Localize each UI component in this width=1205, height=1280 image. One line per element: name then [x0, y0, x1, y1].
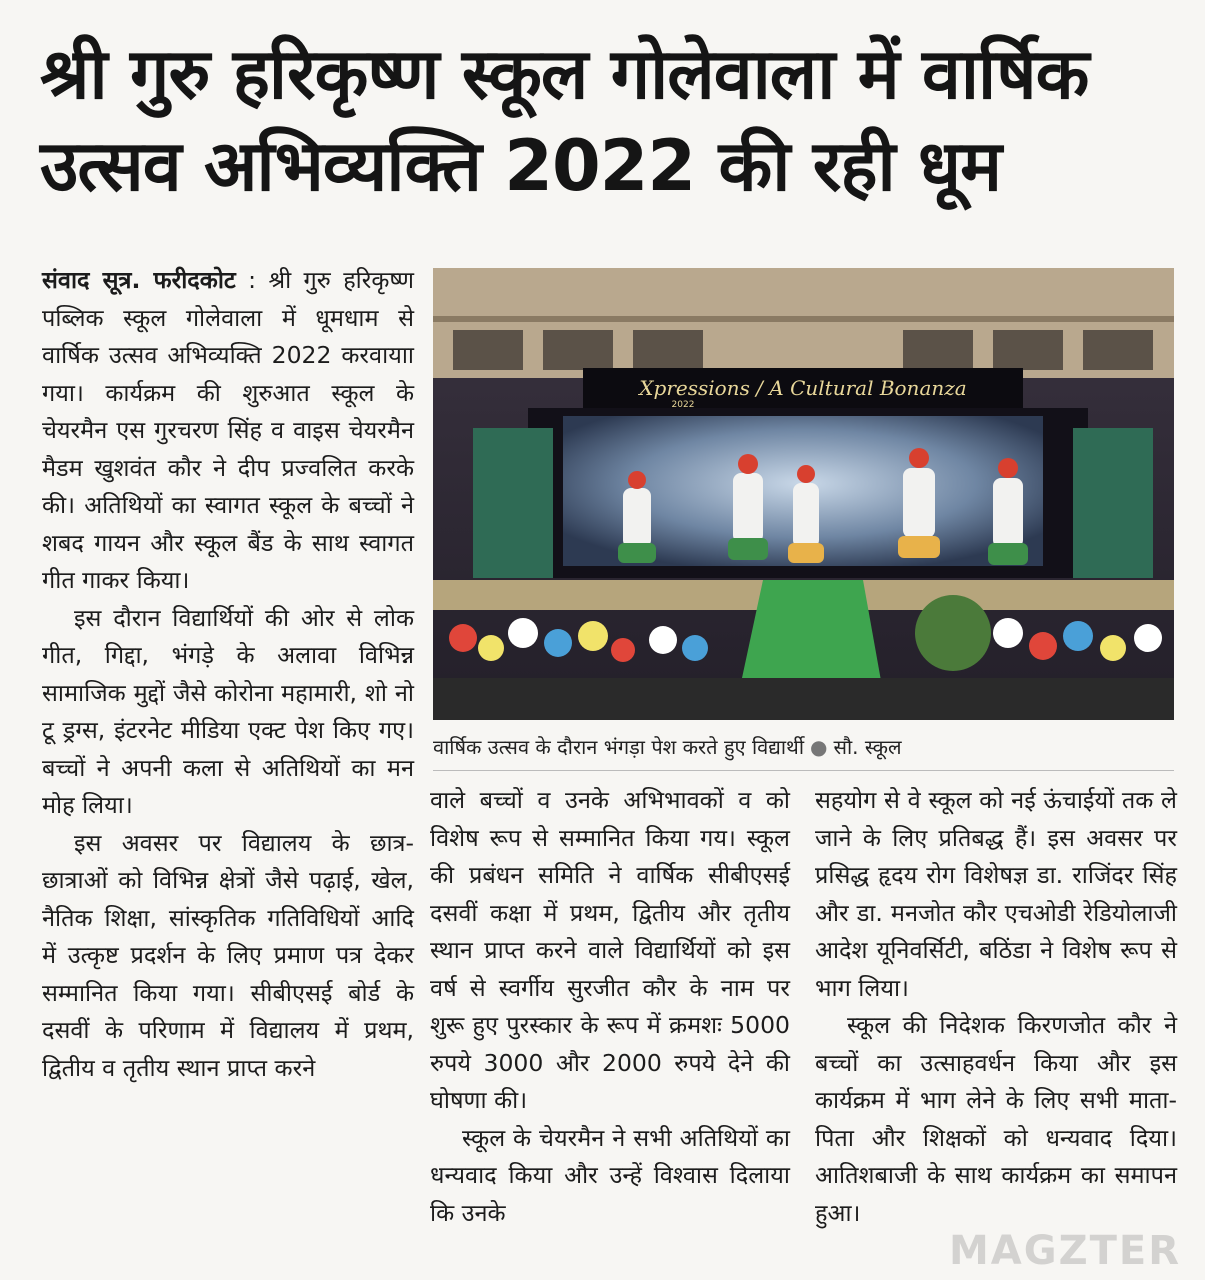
banner-text: Xpressions / A Cultural Bonanza: [639, 376, 967, 400]
paragraph: इस दौरान विद्यार्थियों की ओर से लोक गीत, गिद्दा, भंगड़े के अलावा विभिन्न सामाजिक मुद्दों जैसे कोरोना महामारी, शो नो टू ड्रग्स, इंटरनेट मीडिया एक्ट पेश किए गए। बच्चों ने अपनी कला से अतिथियों का मन मोह लिया।: [42, 603, 414, 819]
photo-caption: [433, 732, 1174, 762]
watermark: MAGZTER: [948, 1228, 1181, 1274]
divider: [433, 770, 1174, 771]
bullet-icon: ●: [810, 735, 828, 759]
banner-year: 2022: [671, 400, 695, 410]
dateline: संवाद सूत्र. फरीदकोट: [42, 266, 236, 294]
caption-credit: सौ. स्कूल: [833, 735, 902, 759]
headline-line-1: श्री गुरु हरिकृष्ण स्कूल गोलेवाला में वार्षिक: [40, 33, 1089, 115]
article-column-2: [430, 782, 790, 1232]
caption-text: वार्षिक उत्सव के दौरान भंगड़ा पेश करते हुए विद्यार्थी: [433, 735, 805, 759]
paragraph-text: : श्री गुरु हरिकृष्ण पब्लिक स्कूल गोलेवाला में धूमधाम से वार्षिक उत्सव अभिव्यक्ति 2022 करवायाा गया। कार्यक्रम की शुरुआत स्कूल के चेयरमैन एस गुरचरण सिंह व वाइस चेयरमैन मैडम खुशवंत कौर ने दीप प्रज्वलित करके की। अतिथियों का स्वागत स्कूल के बच्चों ने शबद गायन और स्कूल बैंड के साथ स्वागत गीत गाकर किया।: [42, 266, 414, 594]
paragraph: सहयोग से वे स्कूल को नई ऊंचाईयों तक ले जाने के लिए प्रतिबद्ध हैं। इस अवसर पर प्रसिद्ध हृदय रोग विशेषज्ञ डा. राजिंदर सिंह और डा. मनजोत कौर एचओडी रेडियोलाजी आदेश यूनिवर्सिटी, बठिंडा ने विशेष रूप से भाग लिया।: [815, 786, 1177, 1002]
article-column-3: [815, 782, 1177, 1232]
paragraph: वाले बच्चों व उनके अभिभावकों व को विशेष रूप से सम्मानित किया गय। स्कूल की प्रबंधन समिति ने वार्षिक सीबीएसई दसवीं कक्षा में प्रथम, द्वितीय और तृतीय स्थान प्राप्त करने वाले विद्यार्थियों को इस वर्ष से स्वर्गीय सुरजीत कौर के नाम पर शुरू हुए पुरस्कार के रूप में क्रमशः 5000 रुपये 3000 और 2000 रुपये देने की घोषणा की।: [430, 786, 790, 1114]
article-column-1: [42, 262, 414, 1087]
paragraph: [42, 262, 414, 600]
paragraph: इस अवसर पर विद्यालय के छात्र-छात्राओं को विभिन्न क्षेत्रों जैसे पढ़ाई, खेल, नैतिक शिक्षा, सांस्कृतिक गतिविधियों आदि में उत्कृष्ट प्रदर्शन के लिए प्रमाण पत्र देकर सम्मानित किया गया। सीबीएसई बोर्ड के दसवीं के परिणाम में विद्यालय में प्रथम, द्वितीय व तृतीय स्थान प्राप्त करने: [42, 828, 414, 1082]
headline: [40, 28, 1180, 212]
event-photo: [433, 268, 1174, 720]
paragraph: स्कूल के चेयरमैन ने सभी अतिथियों का धन्यवाद किया और उन्हें विश्वास दिलाया कि उनके: [430, 1123, 790, 1227]
headline-line-2: उत्सव अभिव्यक्ति 2022 की रही धूम: [40, 125, 1001, 207]
paragraph: स्कूल की निदेशक किरणजोत कौर ने बच्चों का उत्साहवर्धन किया और इस कार्यक्रम में भाग लेने के लिए सभी माता-पिता और शिक्षकों को धन्यवाद दिया। आतिशबाजी के साथ कार्यक्रम का समापन हुआ।: [815, 1011, 1177, 1227]
